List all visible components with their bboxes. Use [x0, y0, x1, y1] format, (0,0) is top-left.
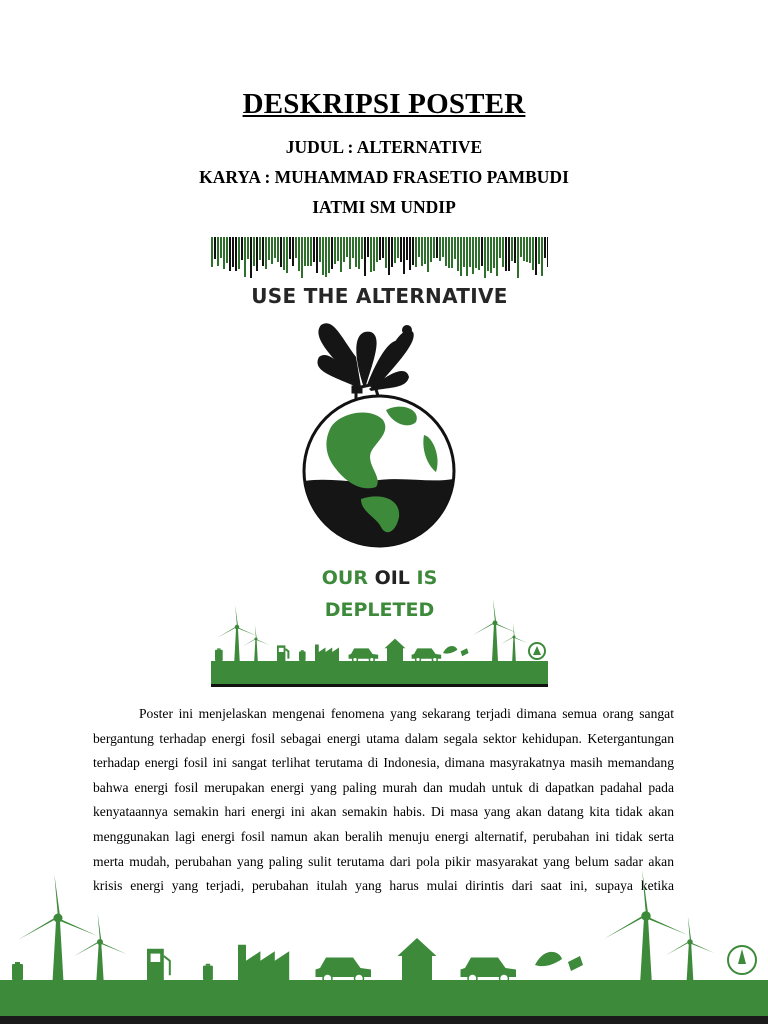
- drip-bar: [394, 237, 396, 263]
- wind-turbine-blade-icon: [513, 623, 515, 637]
- drip-bar: [403, 237, 405, 274]
- recycle-arrow-icon: [738, 949, 746, 964]
- drip-bar: [412, 237, 414, 265]
- wind-turbine-blade-icon: [243, 639, 256, 646]
- drip-bar: [325, 237, 327, 277]
- drip-bar: [262, 237, 264, 266]
- drip-bar: [508, 237, 510, 271]
- battery-terminal-icon: [206, 964, 211, 966]
- fuel-pump-window-icon: [151, 954, 161, 962]
- drip-bar: [271, 237, 273, 264]
- slogan-oil: OIL: [374, 567, 410, 589]
- wind-turbine-tower-icon: [234, 627, 239, 661]
- drip-bar: [475, 237, 477, 268]
- drip-bar: [352, 237, 354, 258]
- car-icon: [461, 958, 517, 978]
- drip-bar: [514, 237, 516, 263]
- drip-bar: [379, 237, 381, 260]
- drip-bar: [349, 237, 351, 269]
- wind-turbine-blade-icon: [18, 918, 58, 940]
- drip-bar: [433, 237, 435, 258]
- drip-bar: [268, 237, 270, 260]
- drip-bar: [481, 237, 483, 266]
- drip-bar: [457, 237, 459, 271]
- drip-bar: [244, 237, 246, 277]
- wind-turbine-tower-icon: [96, 942, 103, 980]
- drip-bar: [283, 237, 285, 270]
- drip-bar: [397, 237, 399, 258]
- wind-turbine-blade-icon: [666, 942, 690, 955]
- wind-turbine-blade-icon: [217, 627, 237, 638]
- car-icon: [316, 958, 372, 978]
- factory-icon: [315, 645, 339, 662]
- oil-drip-barcode: [211, 237, 548, 278]
- drip-bar: [334, 237, 336, 264]
- drip-bar: [460, 237, 462, 276]
- wind-turbine-blade-icon: [688, 916, 691, 942]
- ground-line: [211, 684, 548, 687]
- house-icon: [398, 938, 437, 980]
- drip-bar: [532, 237, 534, 270]
- oil-splash-icon: [317, 323, 413, 391]
- drip-bar: [331, 237, 333, 269]
- drip-bar: [382, 237, 384, 258]
- wind-turbine-hub-icon: [513, 636, 516, 639]
- drip-bar: [526, 237, 528, 262]
- drip-bar: [415, 237, 417, 267]
- wind-turbine-tower-icon: [512, 637, 516, 661]
- drip-bar: [523, 237, 525, 261]
- drip-bar: [346, 237, 348, 257]
- slogan-line-2: DEPLETED: [324, 599, 435, 621]
- wind-turbine-tower-icon: [492, 623, 498, 661]
- fuel-hose-icon: [285, 649, 288, 659]
- drip-bar: [322, 237, 324, 275]
- drip-bar: [400, 237, 402, 262]
- wind-turbine-blade-icon: [604, 916, 646, 939]
- drip-bar: [478, 237, 480, 270]
- drip-bar: [316, 237, 318, 273]
- drip-bar: [487, 237, 489, 271]
- drip-bar: [211, 237, 213, 267]
- drip-bar: [328, 237, 330, 273]
- wind-turbine-tower-icon: [254, 639, 258, 661]
- poster-image: [211, 237, 548, 687]
- drip-bar: [235, 237, 237, 271]
- grass-ground: [211, 661, 548, 685]
- leaf-icon: [535, 952, 562, 966]
- slogan-line-1: [211, 567, 548, 589]
- factory-icon: [238, 945, 289, 980]
- drip-bar: [490, 237, 492, 273]
- battery-icon: [203, 966, 213, 980]
- drip-bar: [484, 237, 486, 278]
- drip-bar: [292, 237, 294, 266]
- wind-turbine-blade-icon: [98, 913, 102, 942]
- drip-bar: [535, 237, 537, 275]
- battery-terminal-icon: [15, 962, 20, 964]
- drip-bar: [463, 237, 465, 267]
- wind-turbine-hub-icon: [235, 625, 240, 630]
- drip-bar: [337, 237, 339, 261]
- drip-bar: [241, 237, 243, 260]
- document-title: DESKRIPSI POSTER: [242, 88, 526, 120]
- drip-bar: [496, 237, 498, 276]
- drip-bar: [355, 237, 357, 267]
- drip-bar: [295, 237, 297, 258]
- drip-bar: [304, 237, 306, 266]
- poster-judul: JUDUL : ALTERNATIVE: [285, 137, 483, 157]
- wind-turbine-blade-icon: [501, 637, 514, 644]
- drip-bar: [226, 237, 228, 263]
- wind-turbine-blade-icon: [690, 942, 714, 953]
- drip-bar: [373, 237, 375, 271]
- drip-bar: [454, 237, 456, 259]
- wind-turbine-tower-icon: [53, 918, 64, 980]
- wind-turbine-blade-icon: [256, 639, 269, 645]
- drip-bar: [370, 237, 372, 272]
- wind-turbine-blade-icon: [58, 918, 98, 936]
- recycle-arrow-icon: [533, 646, 541, 655]
- drip-bar: [223, 237, 225, 269]
- drip-bar: [505, 237, 507, 271]
- wind-turbine-blade-icon: [255, 625, 257, 639]
- globe-icon: [304, 396, 454, 546]
- wind-turbine-hub-icon: [54, 914, 63, 923]
- leaf-icon: [443, 646, 457, 654]
- electric-plug-icon: [568, 956, 583, 971]
- drip-bar: [214, 237, 216, 259]
- wind-turbine-hub-icon: [97, 939, 103, 945]
- wind-turbine-hub-icon: [493, 621, 498, 626]
- fuel-pump-icon: [147, 949, 164, 980]
- drip-bar: [493, 237, 495, 268]
- wind-turbine-blade-icon: [514, 637, 527, 643]
- drip-bar: [538, 237, 540, 264]
- drip-bar: [466, 237, 468, 276]
- drip-bar: [418, 237, 420, 257]
- drip-bar: [445, 237, 447, 266]
- electric-plug-icon: [461, 648, 469, 656]
- drip-bar: [265, 237, 267, 269]
- drip-bar: [229, 237, 231, 271]
- drip-bar: [529, 237, 531, 263]
- drip-bar: [232, 237, 234, 267]
- drip-bar: [547, 237, 548, 267]
- drip-bar: [421, 237, 423, 266]
- drip-bar: [289, 237, 291, 259]
- wind-turbine-hub-icon: [255, 638, 258, 641]
- drip-bar: [361, 237, 363, 259]
- drip-bar: [385, 237, 387, 268]
- wind-turbine-blade-icon: [473, 623, 495, 635]
- drip-bar: [376, 237, 378, 262]
- battery-icon: [299, 651, 306, 661]
- drip-bar: [274, 237, 276, 258]
- fuel-pump-window-icon: [279, 648, 284, 652]
- drip-bar: [448, 237, 450, 268]
- paragraph-text: Poster ini menjelaskan mengenai fenomena yang sekarang terjadi dimana semua orang sangat bergantung terhadap energi fosil sebagai energi utama dalam segala sektor kehidupan. Ketergantungan terhadap energi fosil ini sangat terlihat terutama di Indonesia, dimana masyrakatnya masih memandang bahwa energi fosil merupakan energi yang paling murah dan mudah untuk di dapatkan padahal pada kenyataannya semakin hari energi ini akan semakin habis. Di masa yang akan datang kita tidak akan menggunakan lagi energi fosil namun akan beralih menuju energi alternatif, perubahan ini tidak serta merta mudah, perubahan yang paling sulit terutama dari pola pikir masyarakat yang belum sadar akan krisis energi yang terjadi, perubahan itulah yang harus mulai dirintis dari saat ini, supaya ketika: [93, 706, 674, 894]
- drip-bar: [343, 237, 345, 262]
- battery-icon: [12, 964, 23, 980]
- wind-turbine-hub-icon: [641, 911, 651, 921]
- poster-organization: IATMI SM UNDIP: [312, 197, 456, 217]
- wind-turbine-tower-icon: [687, 942, 694, 980]
- drip-bar: [253, 237, 255, 266]
- drip-bar: [319, 237, 321, 262]
- wind-turbine-tower-icon: [640, 916, 651, 980]
- drip-bar: [277, 237, 279, 262]
- drip-bar: [439, 237, 441, 261]
- drip-bar: [238, 237, 240, 269]
- drip-bar: [409, 237, 411, 270]
- fuel-pump-icon: [277, 645, 285, 661]
- drip-bar: [280, 237, 282, 267]
- drip-bar: [424, 237, 426, 264]
- drip-bar: [451, 237, 453, 268]
- footer-green-energy-illustration: [0, 860, 768, 1024]
- drip-bar: [520, 237, 522, 257]
- drip-bar: [391, 237, 393, 267]
- wind-turbine-blade-icon: [237, 627, 257, 636]
- drip-bar: [358, 237, 360, 269]
- drip-bar: [307, 237, 309, 266]
- drip-bar: [286, 237, 288, 273]
- drip-bar: [472, 237, 474, 274]
- drip-bar: [388, 237, 390, 275]
- wind-turbine-blade-icon: [54, 875, 59, 918]
- drip-bar: [340, 237, 342, 272]
- battery-icon: [215, 650, 223, 661]
- battery-terminal-icon: [301, 650, 304, 651]
- poster-headline: USE THE ALTERNATIVE: [251, 284, 508, 308]
- drip-bar: [217, 237, 219, 266]
- drip-bar: [430, 237, 432, 262]
- drip-bar: [367, 237, 369, 257]
- drip-bar: [364, 237, 366, 276]
- drip-bar: [517, 237, 519, 278]
- drip-bar: [256, 237, 258, 271]
- drip-bar: [301, 237, 303, 278]
- drip-bar: [544, 237, 546, 258]
- drip-bar: [250, 237, 252, 278]
- drip-bar: [247, 237, 249, 259]
- battery-terminal-icon: [217, 648, 221, 649]
- drip-bar: [541, 237, 543, 276]
- drip-bar: [427, 237, 429, 272]
- footer-grass: [0, 980, 768, 1016]
- drip-bar: [406, 237, 408, 260]
- drip-bar: [298, 237, 300, 271]
- drip-bar: [313, 237, 315, 262]
- drip-bar: [436, 237, 438, 258]
- house-icon: [385, 639, 406, 661]
- footer-ground-line: [0, 1016, 768, 1024]
- poster-author: KARYA : MUHAMMAD FRASETIO PAMBUDI: [199, 167, 569, 187]
- drip-bar: [259, 237, 261, 260]
- wind-turbine-blade-icon: [100, 942, 126, 954]
- wind-turbine-blade-icon: [642, 870, 648, 916]
- wind-turbine-blade-icon: [74, 942, 100, 956]
- drip-bar: [310, 237, 312, 266]
- fuel-hose-icon: [164, 956, 170, 975]
- drip-bar: [442, 237, 444, 257]
- drip-bar: [511, 237, 513, 261]
- drip-bar: [469, 237, 471, 267]
- wind-turbine-hub-icon: [687, 939, 693, 945]
- drip-bar: [502, 237, 504, 267]
- slogan-is: IS: [409, 567, 438, 589]
- drip-bar: [220, 237, 222, 258]
- wind-turbine-blade-icon: [646, 916, 688, 935]
- drip-bar: [499, 237, 501, 258]
- slogan-our: OUR: [321, 567, 375, 589]
